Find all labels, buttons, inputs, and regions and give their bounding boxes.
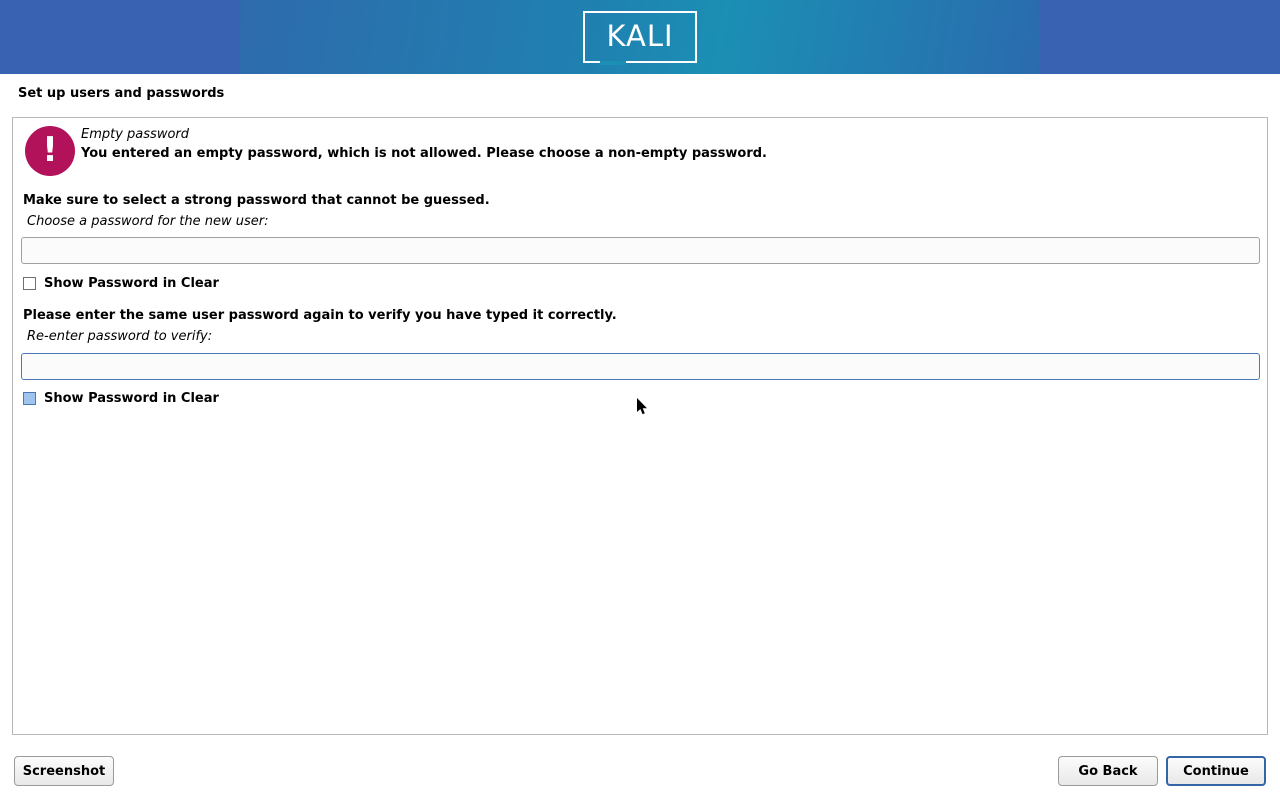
verify-password-hint: Please enter the same user password again to verify you have typed it correctly. [23,308,617,323]
screenshot-button[interactable]: Screenshot [14,756,114,786]
verify-field-label: Re-enter password to verify: [27,329,213,344]
show-password-row-1[interactable] [23,276,219,291]
kali-logo [583,11,697,63]
installer-main-panel [12,117,1268,735]
show-password-label-2: Show Password in Clear [44,391,219,406]
page-title: Set up users and passwords [18,86,225,101]
show-password-checkbox-1[interactable] [23,277,36,290]
error-exclamation-glyph: ! [42,129,58,170]
error-exclamation-icon [25,126,75,176]
banner-left-fill [0,0,241,74]
go-back-button[interactable]: Go Back [1058,756,1158,786]
verify-password-input[interactable] [21,353,1260,380]
show-password-label-1: Show Password in Clear [44,276,219,291]
kali-logo-text: KALI [606,18,674,53]
kali-logo-notch [600,61,626,65]
password-field-label: Choose a password for the new user: [27,214,269,229]
kali-banner [0,0,1280,74]
error-title: Empty password [81,127,189,142]
error-message: You entered an empty password, which is not allowed. Please choose a non-empty password. [81,146,767,161]
show-password-checkbox-2[interactable] [23,392,36,405]
password-input[interactable] [21,237,1260,264]
continue-button[interactable]: Continue [1166,756,1266,786]
password-strength-hint: Make sure to select a strong password that cannot be guessed. [23,193,490,208]
show-password-row-2[interactable] [23,391,219,406]
banner-right-fill [1039,0,1280,74]
